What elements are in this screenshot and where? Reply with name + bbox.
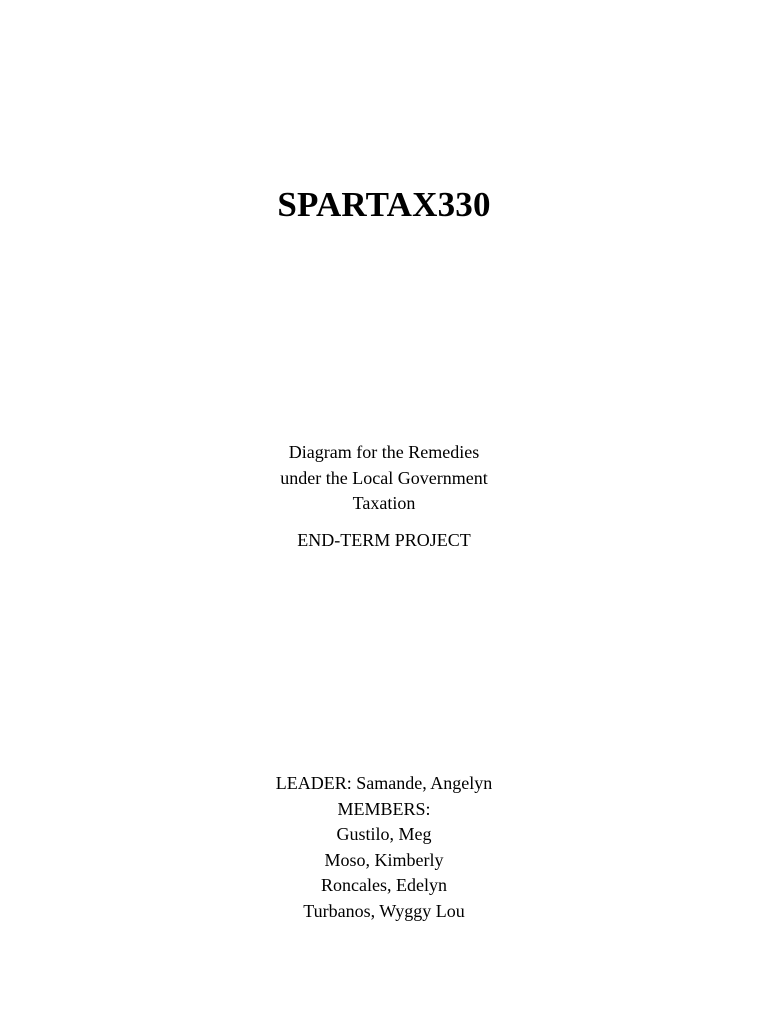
- project-title-line: Taxation: [352, 493, 416, 513]
- member-name: Moso, Kimberly: [324, 849, 444, 870]
- members-label: MEMBERS:: [337, 798, 431, 819]
- project-title-line: under the Local Government: [280, 467, 488, 488]
- member-name: Roncales, Edelyn: [321, 875, 447, 896]
- project-type-label: END-TERM PROJECT: [297, 530, 471, 550]
- leader-line: LEADER: Samande, Angelyn: [275, 773, 493, 793]
- project-title: [0, 440, 768, 517]
- member-name: Gustilo, Meg: [336, 824, 432, 845]
- member-name: Turbanos, Wyggy Lou: [303, 900, 465, 921]
- course-code-heading: SPARTAX330: [277, 185, 491, 224]
- team-list: [0, 771, 768, 925]
- project-title-line: Diagram for the Remedies: [288, 442, 480, 462]
